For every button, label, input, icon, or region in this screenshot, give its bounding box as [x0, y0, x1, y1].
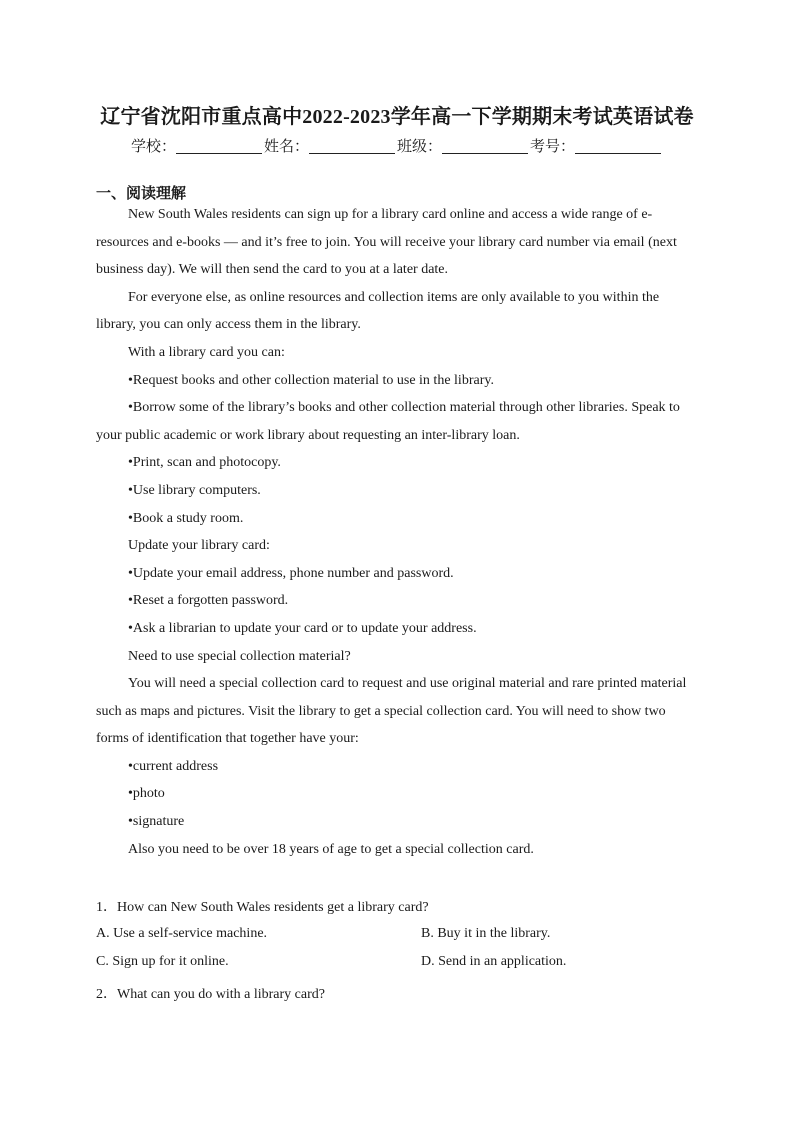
passage-paragraph: New South Wales residents can sign up for a library card online and access a wide range of e-resources and e-books — and it’s free to join. You will receive your library card number via email (next business day). We will then send the card to you at a later date.: [96, 207, 677, 278]
passage-paragraph: Also you need to be over 18 years of age to get a special collection card.: [128, 841, 534, 857]
school-blank: [176, 138, 262, 154]
option-d[interactable]: D. Send in an application.: [421, 954, 567, 969]
passage-paragraph: Update your library card:: [128, 538, 270, 554]
passage-paragraph: For everyone else, as online resources and collection items are only available to you within the library, you can only access them in the library.: [96, 289, 660, 333]
passage-bullet: •signature: [128, 814, 185, 830]
passage-bullet: •Use library computers.: [128, 482, 261, 498]
option-a[interactable]: A. Use a self-service machine.: [96, 926, 268, 941]
number-label: 考号：: [530, 139, 576, 155]
exam-title: 辽宁省沈阳市重点高中2022-2023学年高一下学期期末考试英语试卷: [100, 106, 694, 128]
passage-paragraph: With a library card you can:: [128, 344, 285, 360]
question-1: [96, 896, 429, 916]
passage-bullet: •photo: [128, 786, 165, 802]
option-b[interactable]: B. Buy it in the library.: [421, 926, 551, 941]
passage-paragraph: You will need a special collection card to request and use original material and rare printed material such as maps and pictures. Visit the library to get a special collection card. You will need to show two forms of identification that together have your:: [96, 676, 687, 747]
question-number: 1．: [96, 900, 117, 915]
passage-bullet: •Update your email address, phone number and password.: [128, 565, 454, 581]
question-number: 2．: [96, 987, 117, 1002]
section-title: 一、阅读理解: [96, 186, 187, 202]
passage-bullet: •Print, scan and photocopy.: [128, 455, 281, 471]
passage-bullet: •Request books and other collection material to use in the library.: [128, 372, 494, 388]
passage-paragraph: Need to use special collection material?: [128, 648, 351, 664]
question-text: What can you do with a library card?: [117, 987, 325, 1002]
reading-passage: [96, 201, 696, 863]
passage-bullet: •Ask a librarian to update your card or to update your address.: [128, 620, 477, 636]
name-label: 姓名：: [263, 139, 309, 155]
number-blank: [575, 138, 661, 154]
name-blank: [309, 138, 395, 154]
school-label: 学校：: [130, 139, 176, 155]
student-info-line: [0, 135, 794, 156]
passage-bullet: •current address: [128, 758, 219, 774]
class-label: 班级：: [397, 139, 443, 155]
option-c[interactable]: C. Sign up for it online.: [96, 954, 229, 969]
passage-bullet: •Borrow some of the library’s books and other collection material through other libraries. Speak to your public academic or work library about requesting an inter-library loan.: [96, 400, 680, 443]
passage-bullet: •Reset a forgotten password.: [128, 593, 289, 609]
question-text: How can New South Wales residents get a library card?: [117, 900, 429, 915]
passage-bullet: •Book a study room.: [128, 510, 244, 526]
class-blank: [442, 138, 528, 154]
question-2: [96, 983, 325, 1003]
